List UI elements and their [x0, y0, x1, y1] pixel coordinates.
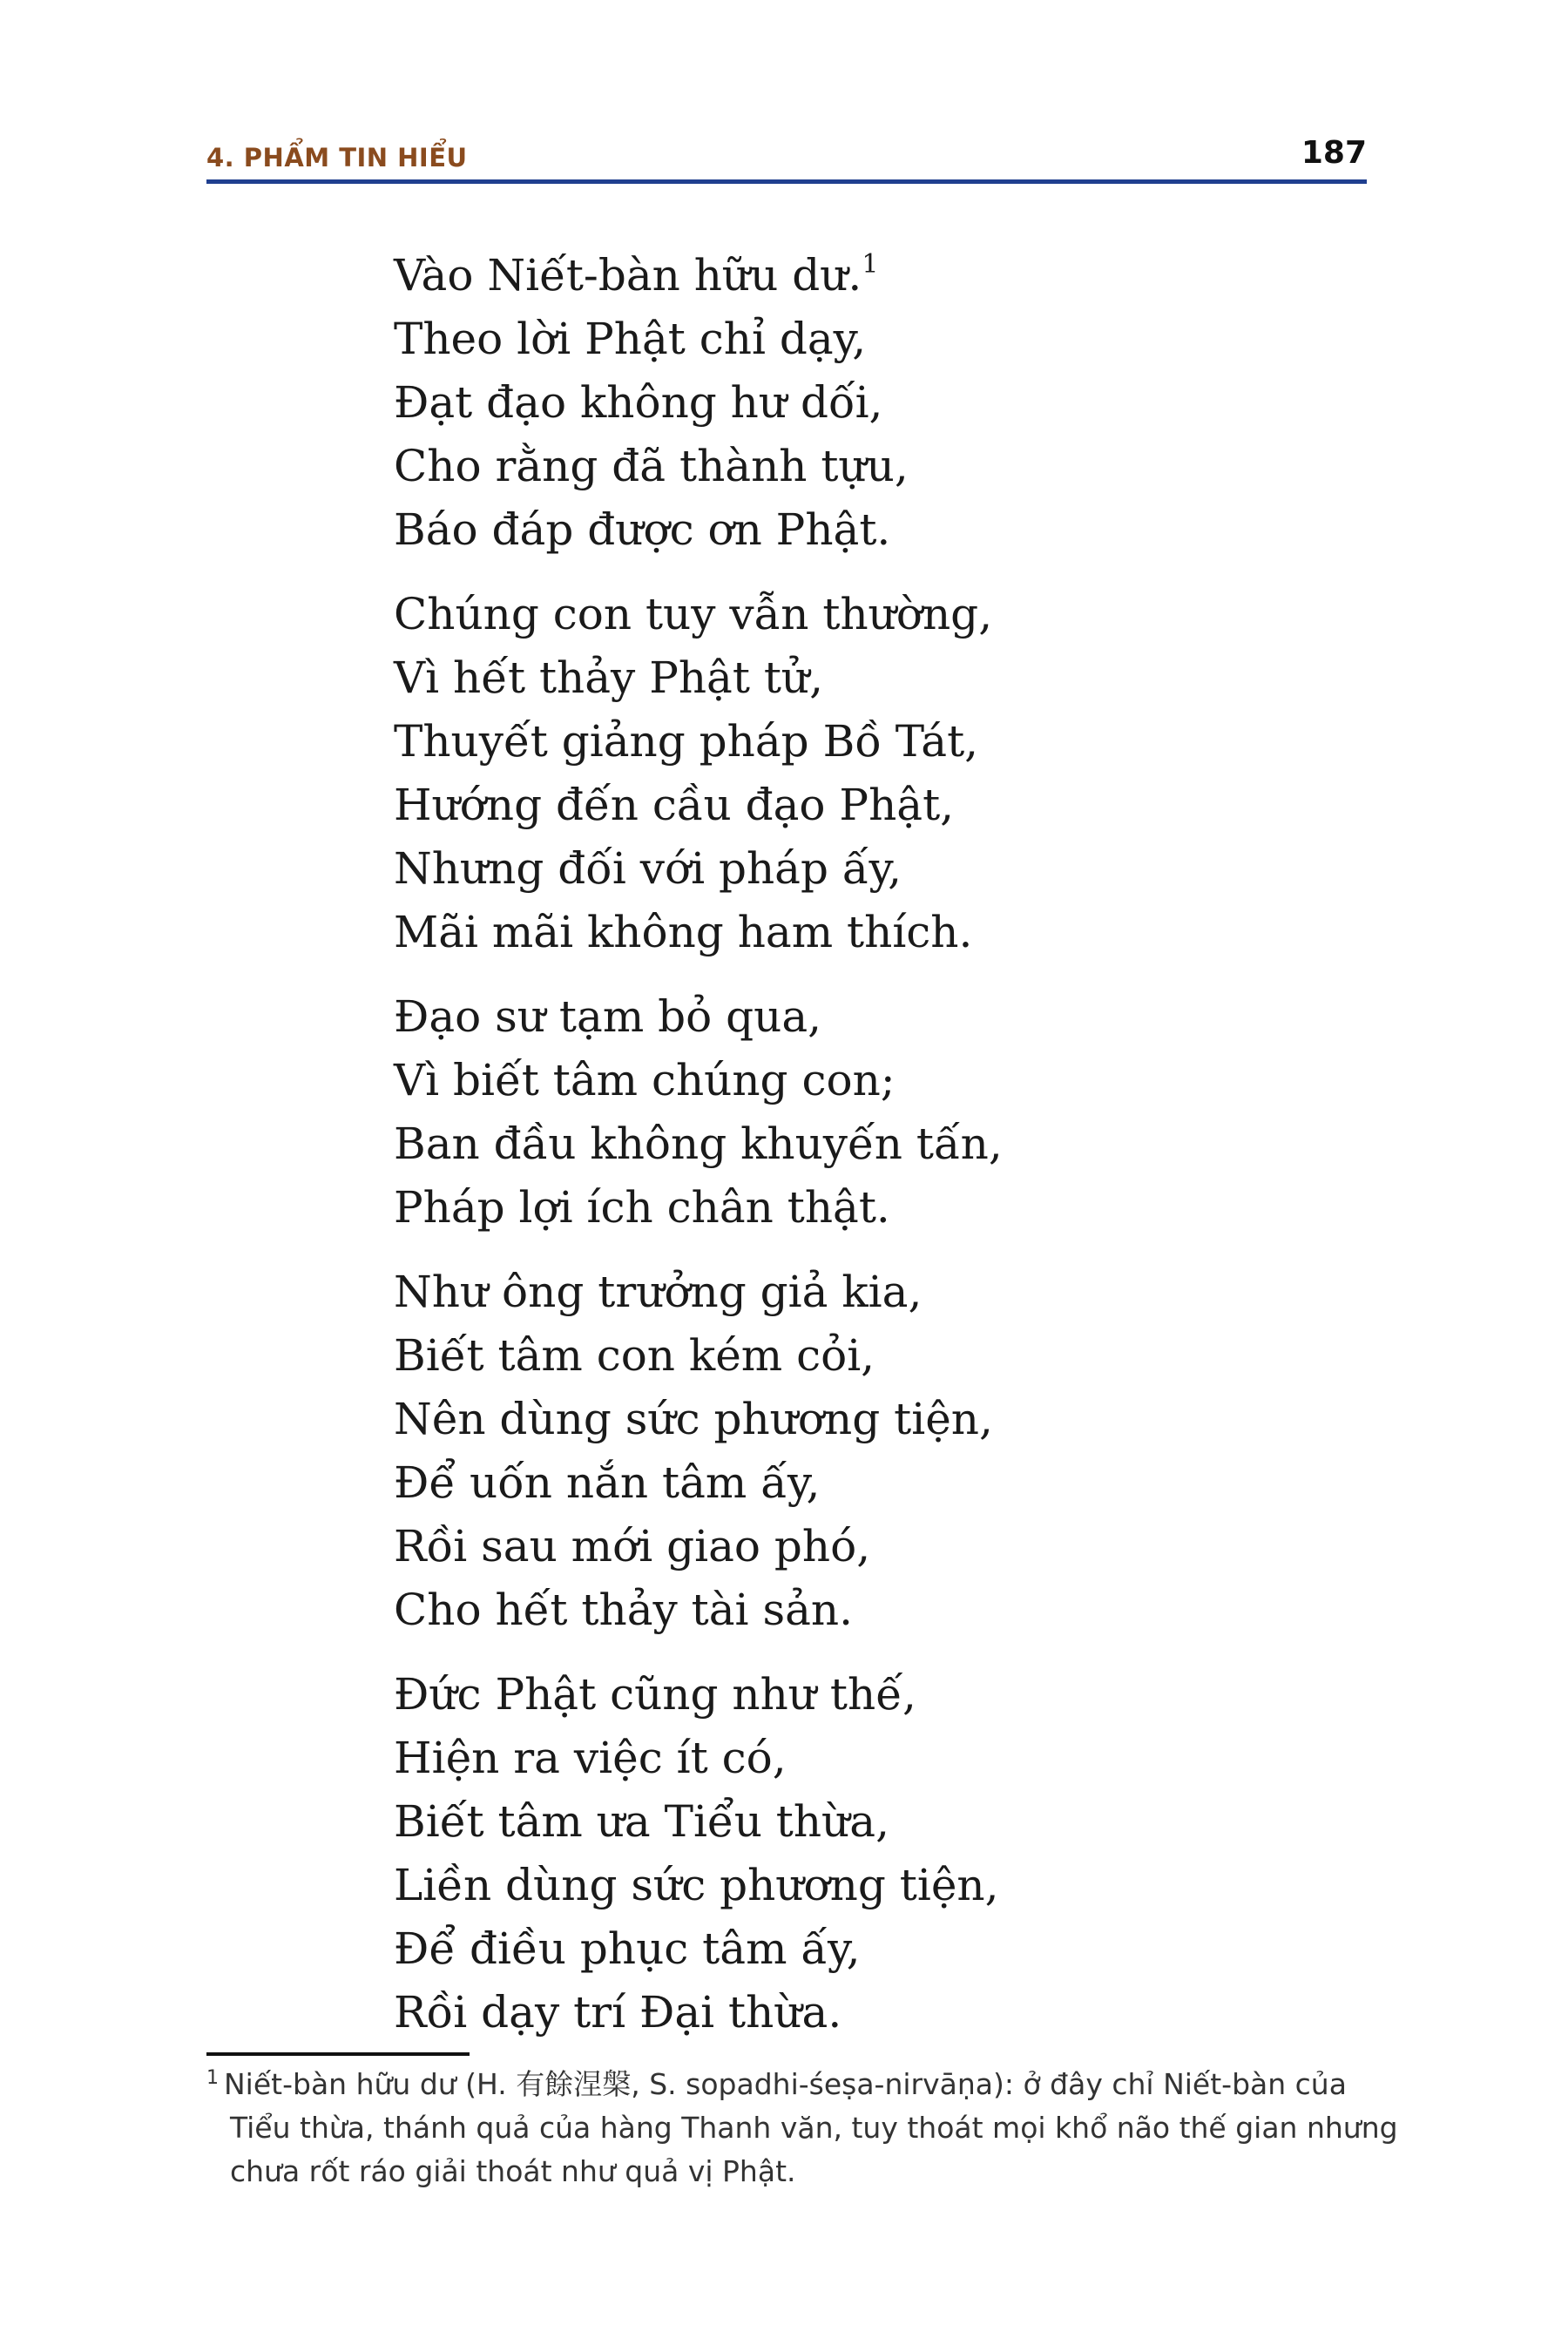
stanza-3: [394, 985, 1352, 1240]
poem-line: Mãi mãi không ham thích.: [394, 907, 973, 957]
poem-line: Rồi dạy trí Đại thừa.: [394, 1987, 842, 2038]
poem-line: Liền dùng sức phương tiện,: [394, 1860, 999, 1910]
poem-line: Cho rằng đã thành tựu,: [394, 441, 909, 491]
poem: [394, 244, 1352, 2065]
poem-line: Nhưng đối với pháp ấy,: [394, 843, 902, 894]
poem-line: Vì hết thảy Phật tử,: [394, 652, 824, 703]
poem-line: Đức Phật cũng như thế,: [394, 1669, 916, 1720]
stanza-2: [394, 583, 1352, 964]
poem-line: Đạt đạo không hư dối,: [394, 377, 883, 428]
poem-line: Biết tâm con kém cỏi,: [394, 1330, 875, 1381]
poem-line: Đạo sư tạm bỏ qua,: [394, 991, 822, 1042]
footnote-number: 1: [206, 2067, 219, 2089]
running-header: [206, 122, 1367, 184]
poem-line: Ban đầu không khuyến tấn,: [394, 1119, 1003, 1169]
page-number: 187: [1301, 135, 1367, 171]
poem-line: Biết tâm ưa Tiểu thừa,: [394, 1796, 889, 1847]
footnote-divider: [206, 2052, 470, 2056]
footnote-line: chưa rốt ráo giải thoát như quả vị Phật.: [230, 2154, 796, 2188]
poem-line: Vào Niết-bàn hữu dư.$^1$: [394, 249, 879, 301]
poem-line: Hiện ra việc ít có,: [394, 1733, 787, 1783]
poem-line: Chúng con tuy vẫn thường,: [394, 589, 993, 639]
poem-line: Vì biết tâm chúng con;: [394, 1055, 896, 1105]
poem-line: Cho hết thảy tài sản.: [394, 1585, 854, 1635]
poem-line: Để điều phục tâm ấy,: [394, 1923, 861, 1974]
footnote-line: Tiểu thừa, thánh quả của hàng Thanh văn, tuy thoát mọi khổ não thế gian nhưng: [230, 2111, 1398, 2145]
footnote: [206, 2063, 1398, 2193]
poem-line: Thuyết giảng pháp Bồ Tát,: [394, 716, 979, 767]
poem-line: Rồi sau mới giao phó,: [394, 1521, 871, 1571]
poem-line: Như ông trưởng giả kia,: [394, 1267, 923, 1317]
poem-line: Hướng đến cầu đạo Phật,: [394, 780, 955, 830]
poem-line: Nên dùng sức phương tiện,: [394, 1394, 993, 1444]
poem-line: Để uốn nắn tâm ấy,: [394, 1457, 821, 1508]
stanza-1: [394, 244, 1352, 562]
chapter-title: 4. PHẨM TIN HIỂU: [206, 143, 468, 172]
footnote-ref[interactable]: 1: [862, 249, 879, 280]
stanza-4: [394, 1260, 1352, 1642]
poem-line: Theo lời Phật chỉ dạy,: [394, 314, 867, 364]
poem-line: Báo đáp được ơn Phật.: [394, 504, 891, 555]
footnote-line: $^1$ Niết-bàn hữu dư (H. 有餘涅槃, S. sopadhi-śeṣa-nirvāṇa): ở đây chỉ Niết-bàn của: [206, 2067, 1347, 2101]
stanza-5: [394, 1663, 1352, 2044]
poem-line: Pháp lợi ích chân thật.: [394, 1182, 890, 1233]
